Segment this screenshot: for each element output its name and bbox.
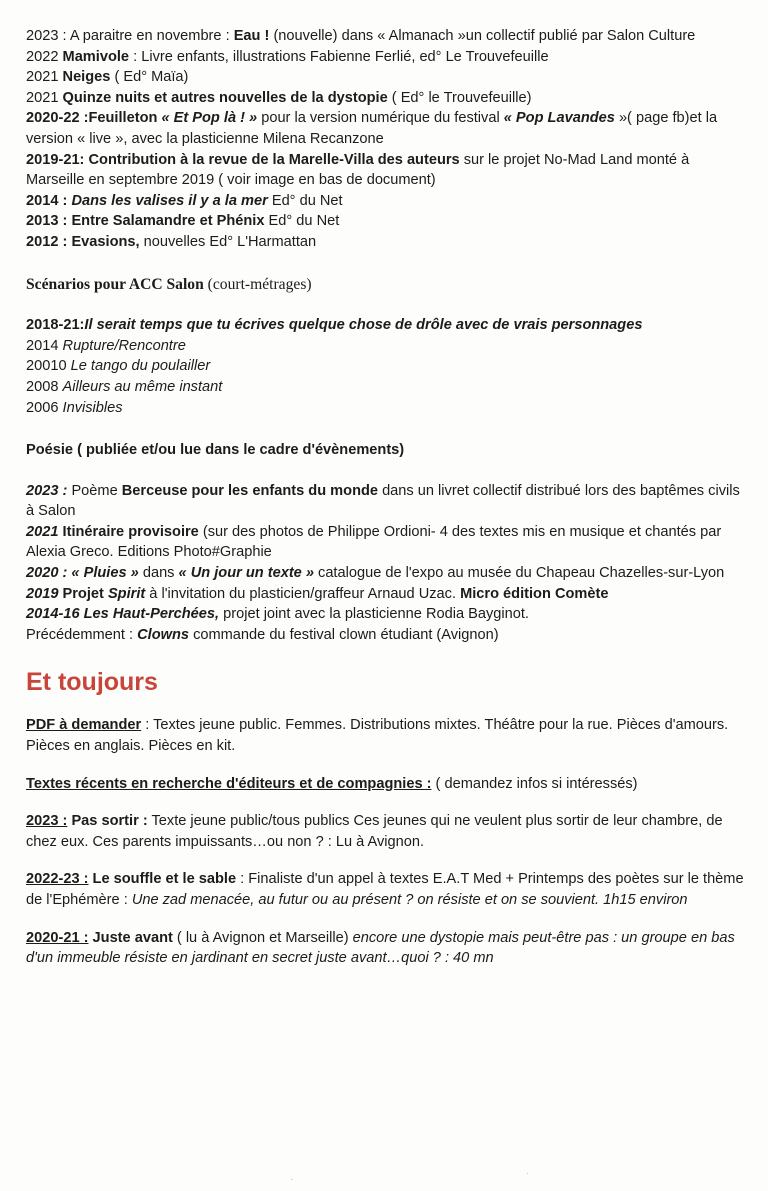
poesie-year: Précédemment :	[26, 626, 138, 643]
scenario-line	[26, 398, 746, 419]
scenarios-heading-title: Scénarios pour ACC Salon	[26, 275, 204, 293]
pub-line	[26, 88, 746, 109]
poesie-title: « Un jour un texte »	[178, 565, 314, 582]
scenario-line	[26, 356, 746, 377]
pub-title: Eau !	[233, 28, 270, 44]
pub-line	[26, 211, 746, 232]
toujours-text: : Finaliste d'un appel à textes E.A.T Med + Printemps des poètes sur le thème de l'Ephémère :	[26, 871, 744, 908]
pub-text: ( Ed° Maïa)	[110, 69, 189, 86]
poesie-title-italic: Spirit	[107, 585, 146, 602]
poesie-line	[26, 625, 746, 646]
pub-text: Ed° du Net	[267, 192, 343, 209]
pub-text: pour la version numérique du festival	[257, 110, 504, 127]
toujours-text: ( lu à Avignon et Marseille)	[172, 929, 353, 946]
toujours-text: ( demandez infos si intéressés)	[431, 775, 638, 792]
pub-line	[26, 150, 746, 191]
pub-year: 2014 :	[26, 192, 72, 209]
toujours-title: Juste avant	[88, 929, 173, 946]
pub-line	[26, 232, 746, 253]
scan-speck: ·	[290, 1174, 294, 1185]
scenario-title: Il serait temps que tu écrives quelque chose de drôle avec de vrais personnages	[84, 317, 643, 334]
pub-text: ( Ed° le Trouvefeuille)	[387, 89, 532, 106]
scenario-line	[26, 336, 746, 357]
publications-list	[26, 26, 746, 253]
toujours-label: 2020-21 :	[26, 929, 89, 946]
toujours-title: Le souffle et le sable	[88, 871, 237, 888]
toujours-italic: encore une dystopie mais peut-être pas : un groupe en bas d'un immeuble résiste en jardinant en secret juste avant…quoi ? : 40 mn	[26, 929, 735, 967]
pub-title: Quinze nuits et autres nouvelles de la dystopie	[62, 89, 388, 106]
toujours-list	[26, 715, 746, 968]
poesie-list	[26, 481, 746, 646]
scenario-year: 2018-21:	[26, 317, 85, 334]
poesie-title: Clowns	[137, 626, 190, 643]
toujours-label: 2022-23 :	[26, 871, 89, 888]
pub-year: 2021	[26, 69, 63, 86]
scenario-title: Le tango du poulailler	[70, 358, 211, 375]
toujours-text: Texte jeune public/tous publics Ces jeunes qui ne veulent plus sortir de leur chambre, de chez eux. Ces parents impuissants…ou non ? : Lu à Avignon.	[26, 813, 723, 850]
pub-line	[26, 108, 746, 149]
pub-year: 2020-22 :	[26, 110, 89, 127]
poesie-title: Berceuse pour les enfants du monde	[121, 482, 379, 499]
pub-text: nouvelles Ed° L'Harmattan	[139, 233, 317, 250]
toujours-paragraph	[26, 715, 746, 756]
pub-title-italic: « Pop Lavandes	[503, 110, 615, 127]
poesie-text: Poème	[67, 482, 122, 499]
poesie-title: Projet	[58, 585, 108, 602]
pub-text: »( page fb)et la version « live », avec la plasticienne Milena Recanzone	[26, 110, 718, 147]
pub-year: 2012 :	[26, 233, 72, 250]
poesie-text: (sur des photos de Philippe Ordioni- 4 des textes mis en musique et chantés par Alexia Greco. Editions Photo#Graphie	[26, 523, 722, 561]
toujours-paragraph	[26, 811, 746, 852]
pub-text: sur le projet No-Mad Land monté à Marseille en septembre 2019 ( voir image en bas de document)	[26, 151, 690, 189]
pub-year: 2023 :	[26, 28, 70, 44]
pub-year: 2022	[26, 48, 63, 65]
scenario-title: Invisibles	[62, 399, 123, 416]
scenarios-heading-note: (court-métrages)	[203, 275, 312, 293]
pub-title: Evasions,	[71, 233, 140, 250]
pub-title-italic: « Et Pop là ! »	[161, 110, 258, 127]
pub-year: 2021	[26, 89, 63, 106]
scenarios-heading	[26, 275, 746, 296]
pub-title-italic: Dans les valises il y a la mer	[71, 192, 268, 209]
pub-line	[26, 26, 746, 47]
scenario-line	[26, 377, 746, 398]
toujours-label: Textes récents en recherche d'éditeurs et de compagnies :	[26, 775, 432, 792]
poesie-text: dans un livret collectif distribué lors des baptêmes civils à Salon	[26, 482, 740, 520]
scenario-title: Ailleurs au même instant	[62, 378, 223, 395]
poesie-line	[26, 584, 746, 605]
pub-text: Ed° du Net	[264, 213, 340, 230]
poesie-line	[26, 604, 746, 625]
toujours-label: 2023 :	[26, 813, 68, 830]
pub-text: : Livre enfants, illustrations Fabienne Ferlié, ed° Le Trouvefeuille	[129, 48, 549, 65]
pub-title: Contribution à la revue de la Marelle-Villa des auteurs	[88, 151, 460, 168]
toujours-paragraph	[26, 869, 746, 910]
scenario-year: 2008	[26, 378, 63, 395]
pub-title: Feuilleton	[88, 110, 162, 127]
scenario-year: 20010	[26, 358, 71, 375]
poesie-year: 2020 : « Pluies »	[26, 565, 139, 582]
toujours-paragraph	[26, 774, 746, 795]
poesie-title: Micro édition Comète	[460, 585, 609, 602]
poesie-year: 2019	[26, 585, 59, 602]
pub-year: 2013 :	[26, 213, 72, 230]
poesie-text: dans	[138, 565, 179, 582]
poesie-line	[26, 522, 746, 563]
toujours-text: : Textes jeune public. Femmes. Distributions mixtes. Théâtre pour la rue. Pièces d'amours. Pièces en anglais. Pièces en kit.	[26, 717, 729, 755]
scenario-line	[26, 315, 746, 336]
poesie-text: projet joint avec la plasticienne Rodia Bayginot.	[219, 606, 529, 623]
poesie-heading: Poésie ( publiée et/ou lue dans le cadre d'évènements)	[26, 442, 405, 459]
section-title-et-toujours: Et toujours	[26, 668, 158, 697]
pub-text: (nouvelle) dans « Almanach »un collectif publié par Salon Culture	[269, 28, 696, 44]
toujours-paragraph	[26, 928, 746, 969]
poesie-text: commande du festival clown étudiant (Avignon)	[189, 626, 499, 643]
pub-title: Mamivole	[62, 48, 130, 65]
poesie-text: catalogue de l'expo au musée du Chapeau Chazelles-sur-Lyon	[313, 565, 725, 582]
scenario-year: 2014	[26, 337, 63, 354]
poesie-text: à l'invitation du plasticien/graffeur Arnaud Uzac.	[145, 585, 461, 602]
pub-title: Neiges	[62, 69, 111, 86]
poesie-year: 2023 :	[26, 482, 68, 499]
poesie-line	[26, 481, 746, 522]
pub-year: 2019-21:	[26, 151, 89, 168]
toujours-italic: Une zad menacée, au futur ou au présent ? on résiste et on se souvient. 1h15 environ	[131, 892, 688, 908]
pub-line	[26, 67, 746, 88]
scenario-title: Rupture/Rencontre	[62, 337, 186, 354]
pub-line	[26, 191, 746, 212]
poesie-year: 2014-16 Les Haut-Perchées,	[26, 606, 220, 623]
poesie-line	[26, 563, 746, 584]
scenario-year: 2006	[26, 399, 63, 416]
toujours-label: PDF à demander	[26, 717, 142, 734]
scan-speck: ·	[526, 1168, 530, 1179]
pub-text: A paraitre en novembre :	[69, 28, 234, 44]
pub-title: Entre Salamandre et Phénix	[71, 213, 265, 230]
poesie-year: 2021	[26, 523, 63, 540]
toujours-title: Pas sortir :	[67, 813, 148, 830]
poesie-title: Itinéraire provisoire	[62, 523, 199, 540]
scenarios-list	[26, 315, 746, 418]
pub-line	[26, 47, 746, 68]
document-page	[26, 26, 746, 986]
